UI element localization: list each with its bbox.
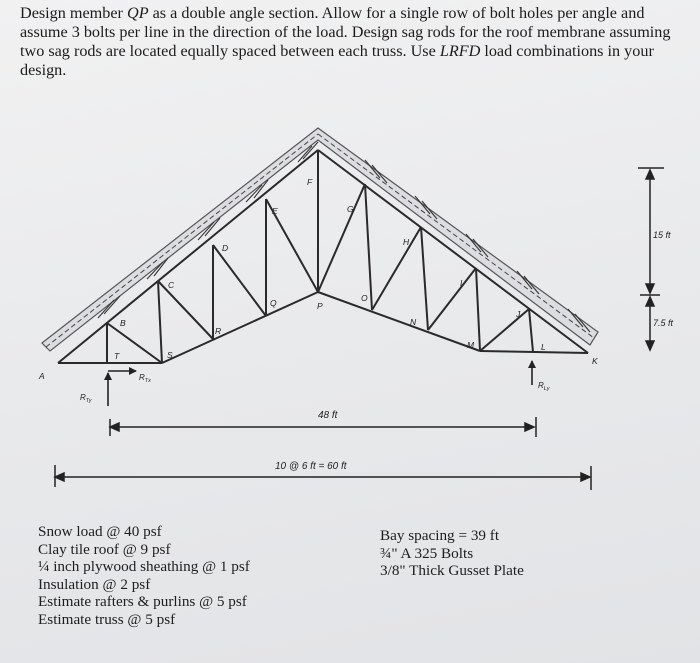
label-k: K bbox=[592, 356, 598, 366]
label-f: F bbox=[307, 177, 313, 187]
load-item: ¼ inch plywood sheathing @ 1 psf bbox=[38, 558, 250, 575]
dim-15-label: 15 ft bbox=[653, 230, 671, 240]
load-item: Snow load @ 40 psf bbox=[38, 523, 162, 540]
load-item: Estimate rafters & purlins @ 5 psf bbox=[38, 593, 247, 610]
label-s: S bbox=[167, 350, 173, 360]
truss-members bbox=[58, 150, 588, 363]
load-item: Insulation @ 2 psf bbox=[38, 575, 151, 593]
label-l: L bbox=[541, 342, 546, 352]
dim-60-label: 10 @ 6 ft = 60 ft bbox=[275, 461, 347, 472]
label-e: E bbox=[272, 206, 278, 216]
label-n: N bbox=[410, 317, 417, 327]
spec-item: ¾" A 325 Bolts bbox=[380, 544, 474, 562]
dim-48-label: 48 ft bbox=[318, 410, 338, 421]
spec-item: Bay spacing = 39 ft bbox=[380, 527, 500, 544]
label-r: R bbox=[215, 326, 222, 336]
roof-dashed-line bbox=[46, 134, 318, 347]
label-h: H bbox=[403, 237, 410, 247]
label-g: G bbox=[347, 204, 354, 214]
label-c: C bbox=[168, 280, 175, 290]
label-t: T bbox=[114, 351, 120, 361]
label-b: B bbox=[120, 318, 126, 328]
problem-text-2: as a double angle section. Allow for a single row of bolt holes per angle and assume 3 bolts per line in the direction of the load. Design sag rods for the roof membrane assuming two sag rods are located equally spaced between each truss. Use bbox=[20, 4, 671, 60]
label-j: J bbox=[516, 309, 521, 319]
spec-list bbox=[380, 527, 524, 580]
reaction-arrows bbox=[108, 361, 532, 406]
reaction-rtx: $R_{Tx}$ bbox=[139, 373, 151, 384]
reaction-rty: $R_{Ty}$ bbox=[80, 393, 92, 404]
label-o: O bbox=[361, 293, 368, 303]
label-q: Q bbox=[270, 298, 277, 308]
reaction-rly: $R_{Ly}$ bbox=[538, 381, 550, 392]
member-name: QP bbox=[127, 4, 149, 22]
label-m: M bbox=[467, 340, 475, 350]
problem-text-3: load combinations in your design. bbox=[20, 42, 654, 79]
load-list bbox=[38, 523, 250, 628]
load-item: Estimate truss @ 5 psf bbox=[38, 610, 176, 628]
problem-text-1: Design member bbox=[20, 4, 127, 22]
label-d: D bbox=[222, 243, 229, 253]
label-a: A bbox=[39, 371, 45, 381]
load-item: Clay tile roof @ 9 psf bbox=[38, 540, 171, 558]
label-i: I bbox=[460, 278, 463, 288]
dim-7-5-label: 7.5 ft bbox=[653, 318, 674, 328]
lrfd-term: LRFD bbox=[439, 42, 481, 60]
label-p: P bbox=[317, 301, 323, 311]
spec-item: 3/8" Thick Gusset Plate bbox=[380, 562, 524, 579]
